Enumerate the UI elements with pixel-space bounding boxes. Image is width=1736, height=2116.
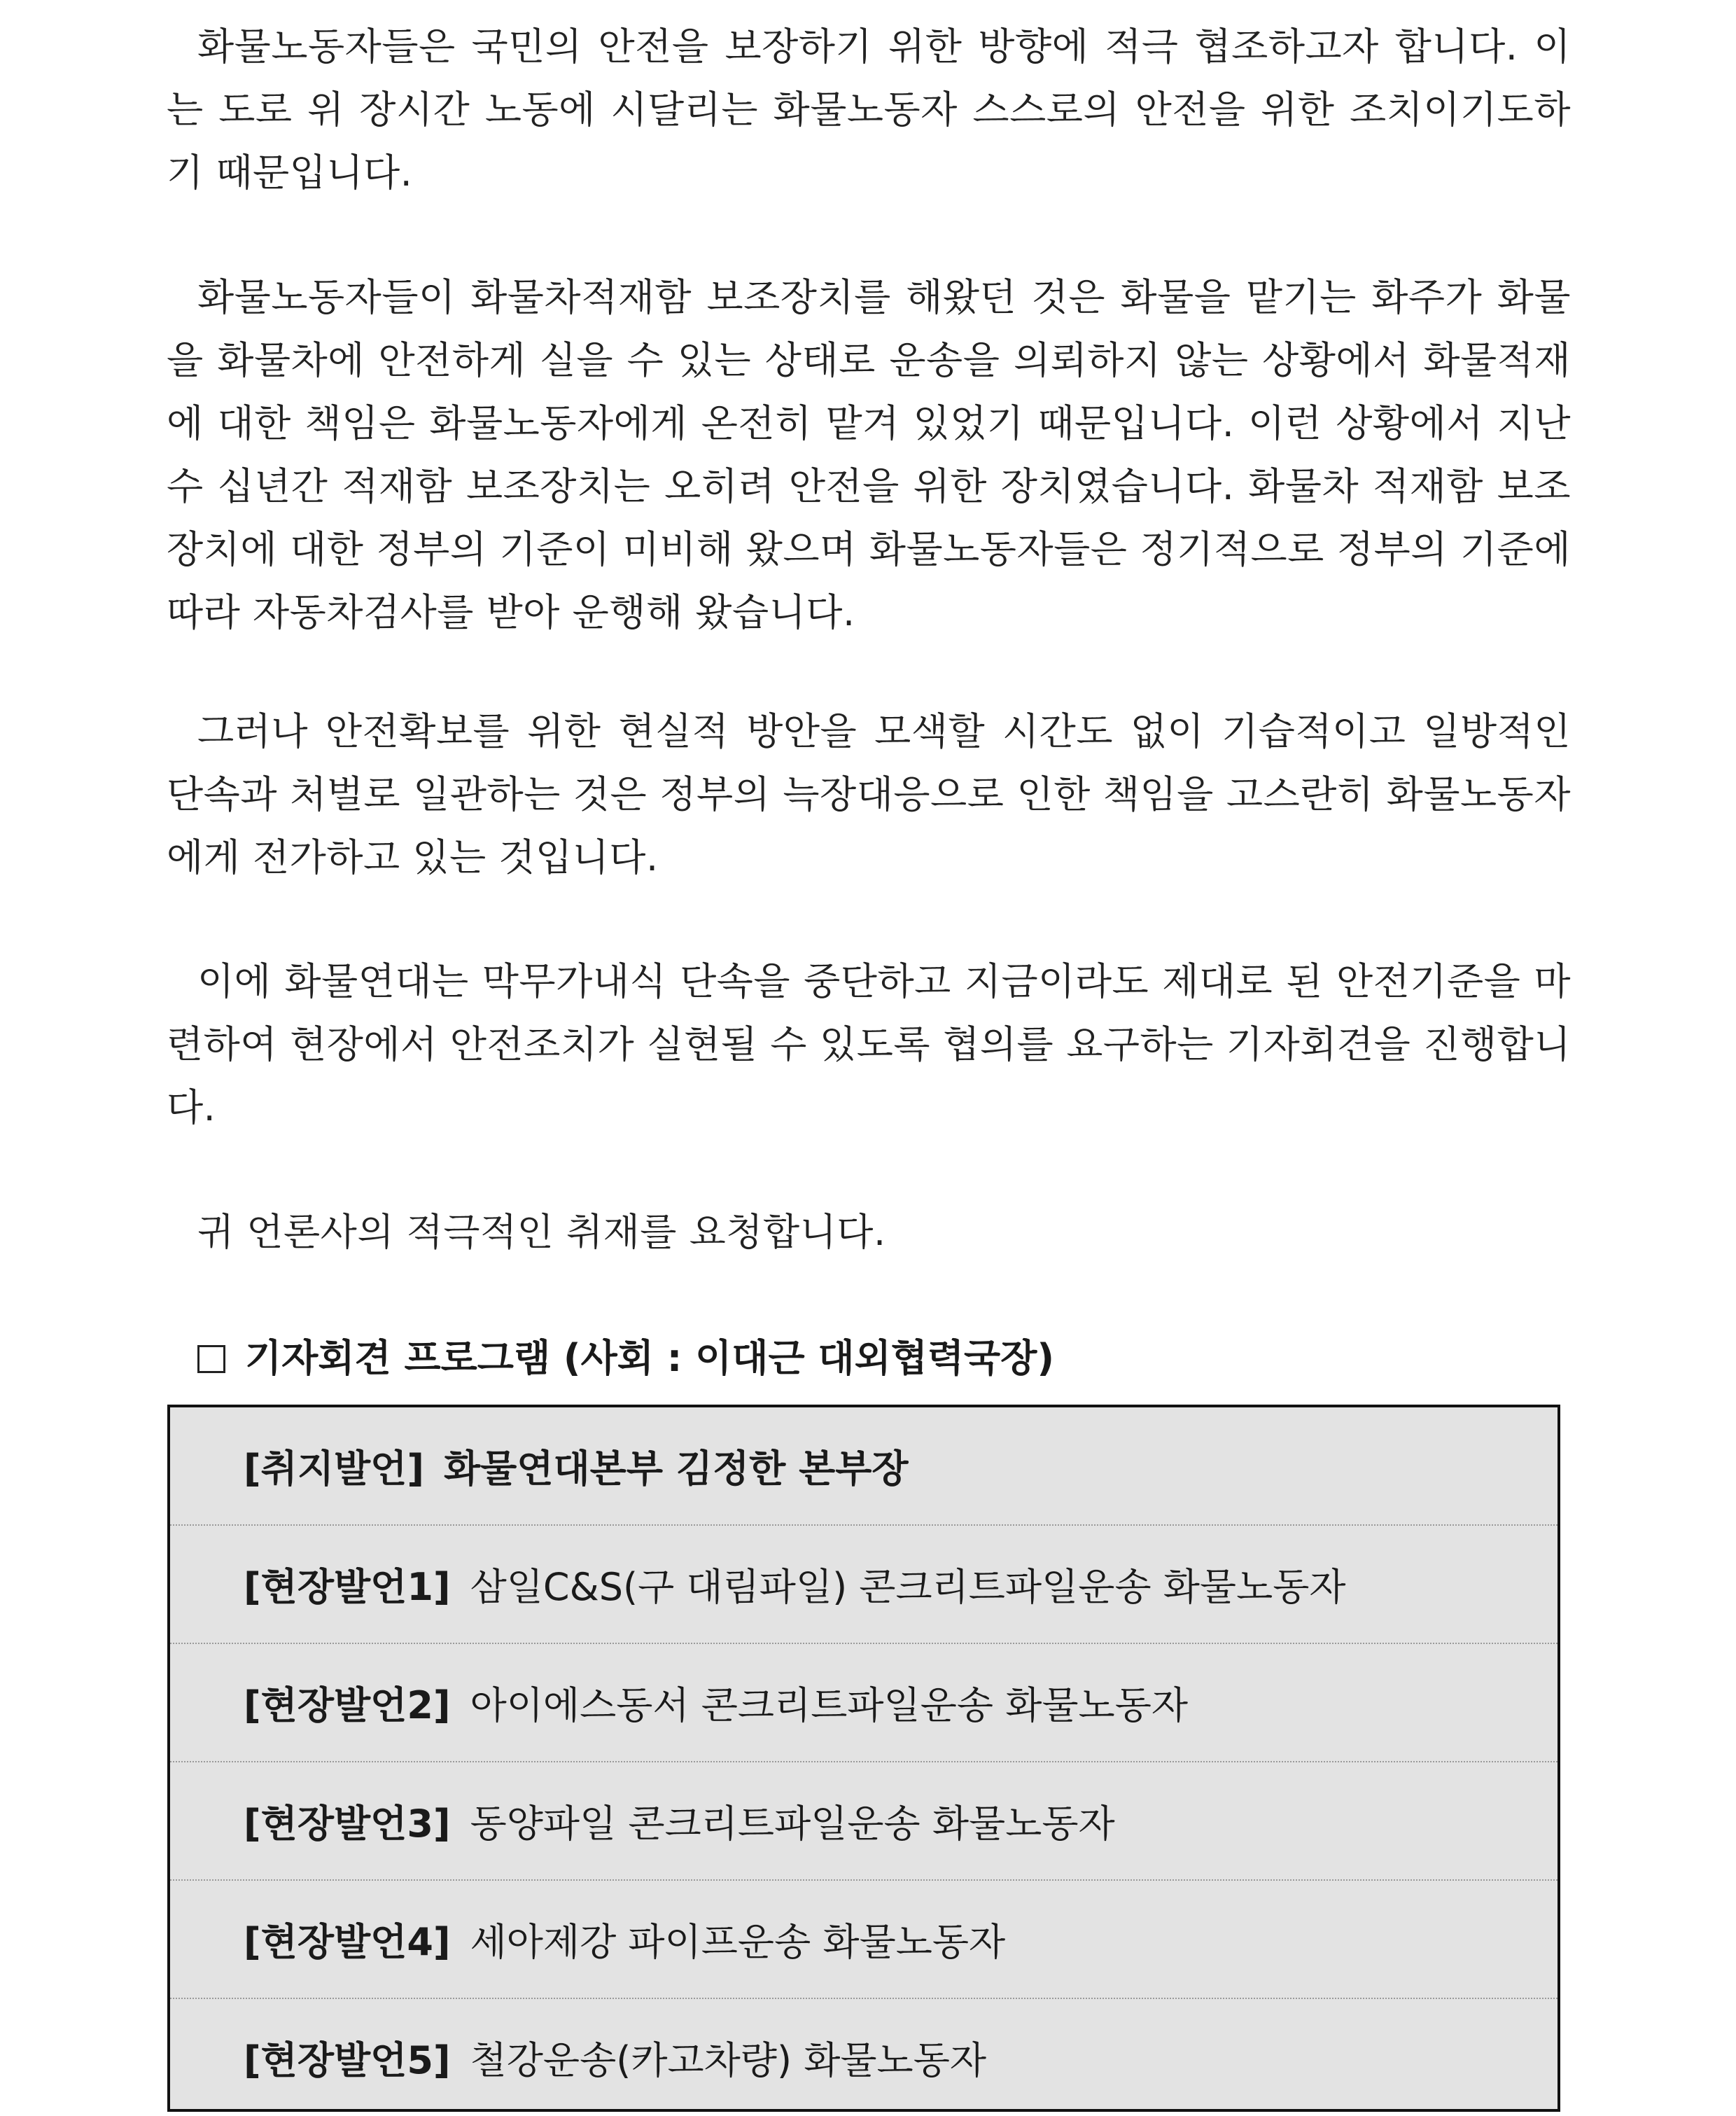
program-role: [현장발언2] — [244, 1683, 451, 1727]
program-role: [현장발언5] — [244, 2038, 451, 2082]
program-detail: 철강운송(카고차량) 화물노동자 — [470, 2038, 987, 2082]
program-row — [170, 1526, 1558, 1644]
paragraph-5: 귀 언론사의 적극적인 취재를 요청합니다. — [197, 1210, 886, 1254]
program-role: [취지발언] — [244, 1447, 425, 1491]
paragraph-2: 화물노동자들이 화물차적재함 보조장치를 해왔던 것은 화물을 맡기는 화주가 화물을 화물차에 안전하게 실을 수 있는 상태로 운송을 의뢰하지 않는 상황에서 화물적재에 대한 책임은 화물노동자에게 온전히 맡겨 있었기 때문입니다. 이런 상황에서 지난 수 십년간 적재함 보조장치는 오히려 안전을 위한 장치였습니다. 화물차 적재함 보조장치에 대한 정부의 기준이 미비해 왔으며 화물노동자들은 정기적으로 정부의 기준에 따라 자동차검사를 받아 운행해 왔습니다. — [167, 275, 1571, 634]
program-role: [현장발언1] — [244, 1565, 451, 1609]
program-row — [170, 1999, 1558, 2116]
program-detail: 삼일C&S(구 대림파일) 콘크리트파일운송 화물노동자 — [470, 1565, 1346, 1609]
checkbox-icon — [197, 1345, 225, 1373]
paragraph-3: 그러나 안전확보를 위한 현실적 방안을 모색할 시간도 없이 기습적이고 일방적인 단속과 처벌로 일관하는 것은 정부의 늑장대응으로 인한 책임을 고스란히 화물노동자에게 전가하고 있는 것입니다. — [167, 709, 1571, 879]
program-title: 기자회견 프로그램 (사회 : 이대근 대외협력국장) — [245, 1336, 1055, 1380]
program-row — [170, 1762, 1558, 1881]
program-table — [167, 1405, 1560, 2112]
program-row — [170, 1881, 1558, 1999]
program-detail: 동양파일 콘크리트파일운송 화물노동자 — [470, 1802, 1115, 1846]
paragraph-4: 이에 화물연대는 막무가내식 단속을 중단하고 지금이라도 제대로 된 안전기준을 마련하여 현장에서 안전조치가 실현될 수 있도록 협의를 요구하는 기자회견을 진행합니다. — [167, 959, 1571, 1129]
program-row — [170, 1407, 1558, 1526]
program-detail: 화물연대본부 김정한 본부장 — [444, 1447, 909, 1491]
paragraph-1: 화물노동자들은 국민의 안전을 보장하기 위한 방향에 적극 협조하고자 합니다. 이는 도로 위 장시간 노동에 시달리는 화물노동자 스스로의 안전을 위한 조치이기도하기 때문입니다. — [167, 25, 1571, 195]
program-role: [현장발언3] — [244, 1802, 451, 1846]
program-detail: 세아제강 파이프운송 화물노동자 — [470, 1920, 1006, 1964]
program-detail: 아이에스동서 콘크리트파일운송 화물노동자 — [470, 1683, 1189, 1727]
program-role: [현장발언4] — [244, 1920, 451, 1964]
program-heading — [197, 1327, 1054, 1390]
program-row — [170, 1644, 1558, 1762]
